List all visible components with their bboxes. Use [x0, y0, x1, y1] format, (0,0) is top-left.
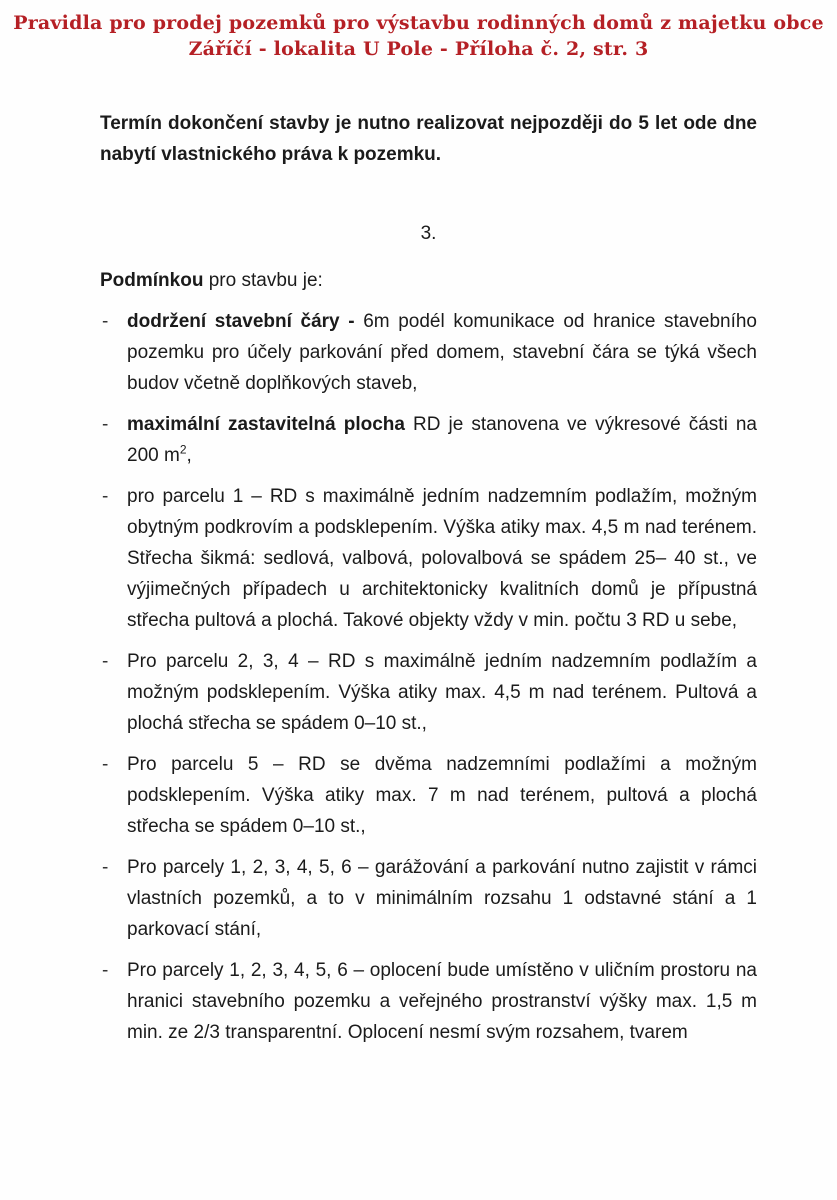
list-item-text	[127, 409, 757, 471]
title-line-2: Záříčí - lokalita U Pole - Příloha č. 2, str. 3	[188, 38, 649, 60]
conditions-lead	[100, 265, 757, 296]
list-item-text	[127, 481, 757, 636]
list-item-marker: -	[102, 754, 109, 775]
list-item-marker: -	[102, 857, 109, 878]
list-item-text	[127, 646, 757, 739]
list-item-text	[127, 306, 757, 399]
intro-paragraph: Termín dokončení stavby je nutno realizovat nejpozději do 5 let ode dne nabytí vlastnického práva k pozemku.	[100, 113, 757, 165]
item-text: Pro parcely 1, 2, 3, 4, 5, 6 – garážování a parkování nutno zajistit v rámci vlastních pozemků, a to v minimálním rozsahu 1 odstavné stání a 1 parkovací stání,	[127, 857, 757, 940]
list-item	[100, 481, 757, 636]
item-text: Pro parcelu 2, 3, 4 – RD s maximálně jedním nadzemním podlažím a možným podsklepením. Výška atiky max. 4,5 m nad terénem. Pultová a plochá střecha se spádem 0–10 st.,	[127, 651, 757, 734]
list-item	[100, 852, 757, 945]
document-body	[100, 108, 757, 1048]
list-item-marker: -	[102, 414, 109, 435]
section-number: 3.	[420, 223, 437, 244]
lead-rest: pro stavbu je:	[203, 270, 323, 291]
lead-bold: Podmínkou	[100, 270, 204, 291]
list-item-marker: -	[102, 311, 109, 332]
item-text: Pro parcely 1, 2, 3, 4, 5, 6 – oplocení bude umístěno v uličním prostoru na hranici stavebního pozemku a veřejného prostranství výšky max. 1,5 m min. ze 2/3 transparentní. Oplocení nesmí svým rozsahem, tvarem	[127, 960, 757, 1043]
conditions-list	[100, 306, 757, 1048]
item-text: pro parcelu 1 – RD s maximálně jedním nadzemním podlažím, možným obytným podkrovím a podsklepením. Výška atiky max. 4,5 m nad terénem. Střecha šikmá: sedlová, valbová, polovalbová se spádem 25– 40 st., ve výjimečných případech u architektonicky kvalitních domů je přípustná střecha pultová a plochá. Takové objekty vždy v min. počtu 3 RD u sebe,	[127, 486, 757, 631]
list-item-text	[127, 749, 757, 842]
list-item	[100, 306, 757, 399]
list-item	[100, 955, 757, 1048]
list-item	[100, 409, 757, 471]
item-superscript: 2	[179, 442, 187, 457]
list-item-marker: -	[102, 960, 109, 981]
list-item-marker: -	[102, 486, 109, 507]
item-bold: dodržení stavební čáry -	[127, 311, 364, 332]
item-text: RD je stanovena ve výkresové části na 200 m	[127, 414, 757, 466]
title-line-1: Pravidla pro prodej pozemků pro výstavbu rodinných domů z majetku obce	[13, 12, 824, 34]
item-text: 6m podél komunikace od hranice stavebního pozemku pro účely parkování před domem, stavební čára se týká všech budov včetně doplňkových staveb,	[127, 311, 757, 394]
list-item	[100, 749, 757, 842]
item-post: ,	[186, 445, 192, 466]
list-item	[100, 646, 757, 739]
list-item-marker: -	[102, 651, 109, 672]
item-text: Pro parcelu 5 – RD se dvěma nadzemními podlažími a možným podsklepením. Výška atiky max. 7 m nad terénem, pultová a plochá střecha se spádem 0–10 st.,	[127, 754, 757, 837]
item-bold: maximální zastavitelná plocha	[127, 414, 405, 435]
list-item-text	[127, 955, 757, 1048]
list-item-text	[127, 852, 757, 945]
document-title	[0, 10, 837, 62]
